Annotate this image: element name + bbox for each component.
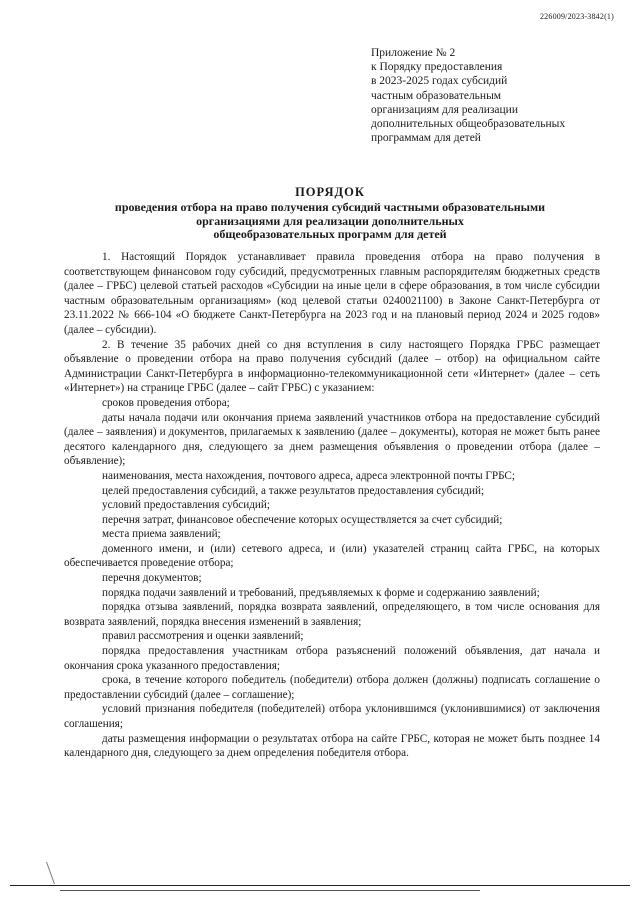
list-item: условий предоставления субсидий; <box>102 499 270 512</box>
document-number: 226009/2023-3842(1) <box>539 12 614 21</box>
list-item: условий признания победителя (победителей) отбора уклонившимся (уклонившимися) от заключения соглашения; <box>64 703 600 730</box>
title-line: организациями для реализации дополнительных <box>196 213 464 228</box>
list-item: даты начала подачи или окончания приема заявлений участников отбора на предоставление субсидий (далее – заявления) и документов, прилагаемых к заявлению (далее – документы), которая не может быть ранее десятого календарного дня, следующего за днем размещения объявления о проведении отбора (далее – объявление); <box>64 411 600 468</box>
paragraph-1: 1. Настоящий Порядок устанавливает правила проведения отбора на право получения в соответствующем финансовом году субсидий, предусмотренных главным распорядителям бюджетных средств (далее – ГРБС) целевой статьей расходов «Субсидии на иные цели в сфере образования, в том числе субсидии частным образовательным организациям» (код целевой статьи 0240021100) в Законе Санкт-Петербурга от 23.11.2022 № 666-104 «О бюджете Санкт-Петербурга на 2023 год и на плановый период 2024 и 2025 годов» (далее – субсидии). <box>64 251 600 336</box>
page-bottom-rule <box>10 885 630 886</box>
title-main: ПОРЯДОК <box>295 185 365 199</box>
appendix-line: программам для детей <box>371 132 481 145</box>
list-item: порядка отзыва заявлений, порядка возврата заявлений, определяющего, в том числе основания для возврата заявлений, порядка внесения изменений в заявления; <box>64 601 600 628</box>
list-item: порядка подачи заявлений и требований, предъявляемых к форме и содержанию заявлений; <box>102 586 540 599</box>
list-item: наименования, места нахождения, почтового адреса, адреса электронной почты ГРБС; <box>102 469 515 482</box>
title-line: проведения отбора на право получения субсидий частными образовательными <box>114 199 546 214</box>
scan-mark <box>46 862 67 884</box>
list-item: срока, в течение которого победитель (победители) отбора должен (должны) подписать соглашение о предоставлении субсидий (далее – соглашение); <box>64 674 600 701</box>
title-line: общеобразовательных программ для детей <box>213 227 447 242</box>
document-title <box>60 186 600 242</box>
list-item: сроков проведения отбора; <box>102 396 230 409</box>
paragraph-2: 2. В течение 35 рабочих дней со дня вступления в силу настоящего Порядка ГРБС размещает объявление о проведении отбора на право получения субсидий (далее – отбор) на официальном сайте Администрации Санкт-Петербурга в информационно-телекоммуникационной сети «Интернет» (далее – сеть «Интернет») на странице ГРБС (далее – сайт ГРБС) с указанием: <box>64 338 600 395</box>
page-bottom-rule-secondary <box>60 890 480 891</box>
list-item: правил рассмотрения и оценки заявлений; <box>102 630 304 643</box>
list-item: перечня документов; <box>102 572 202 585</box>
list-item: перечня затрат, финансовое обеспечение которых осуществляется за счет субсидий; <box>102 513 503 526</box>
document-body <box>64 250 600 761</box>
list-item: даты размещения информации о результатах отбора на сайте ГРБС, которая не может быть позднее 14 календарного дня, следующего за днем определения победителя отбора. <box>64 732 600 760</box>
appendix-line: Приложение № 2 <box>371 47 456 59</box>
appendix-line: к Порядку предоставления <box>371 61 503 74</box>
list-item: доменного имени, и (или) сетевого адреса, и (или) указателей страниц сайта ГРБС, на которых обеспечивается проведение отбора; <box>64 542 600 570</box>
appendix-line: частным образовательным <box>371 89 502 102</box>
appendix-block <box>371 46 621 145</box>
list-item: места приема заявлений; <box>102 528 221 541</box>
list-item: порядка предоставления участникам отбора разъяснений положений объявления, дат начала и окончания срока указанного предоставления; <box>64 645 600 672</box>
appendix-line: организациям для реализации <box>371 103 518 116</box>
appendix-line: в 2023-2025 годах субсидий <box>371 75 508 88</box>
list-item: целей предоставления субсидий, а также результатов предоставления субсидий; <box>102 484 485 497</box>
appendix-line: дополнительных общеобразовательных <box>371 118 566 131</box>
